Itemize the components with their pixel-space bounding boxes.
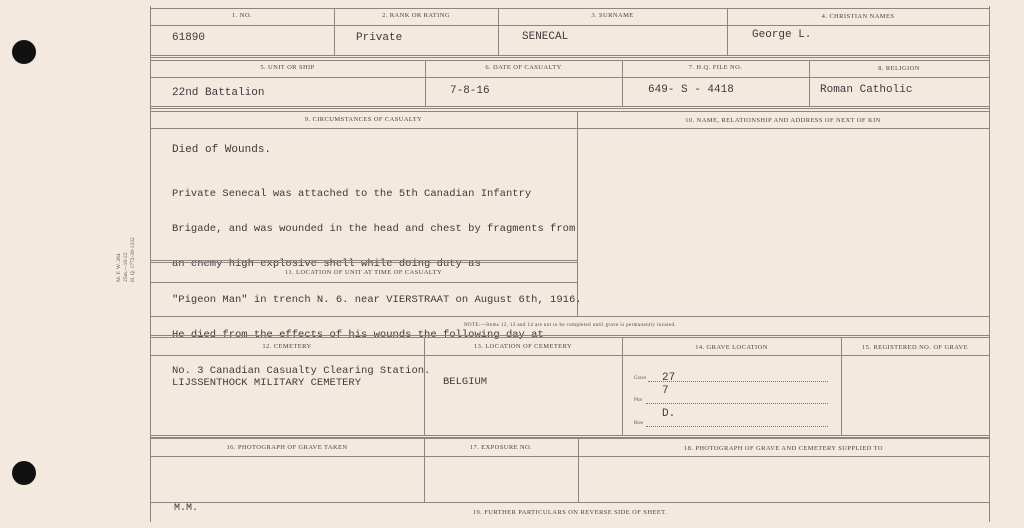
rule	[150, 106, 990, 109]
rule	[150, 282, 578, 283]
plot-label: Plot	[634, 398, 643, 403]
rule	[150, 111, 990, 112]
label-date: 6. DATE OF CASUALTY	[485, 64, 562, 71]
value-no: 61890	[172, 32, 206, 44]
value-row: 7	[662, 385, 669, 397]
label-surname: 3. SURNAME	[591, 12, 634, 19]
rule	[150, 502, 990, 503]
divider	[841, 338, 842, 435]
rule	[150, 128, 990, 129]
rule	[150, 355, 990, 356]
circumstances-title: Died of Wounds.	[172, 144, 272, 156]
value-rank: Private	[356, 32, 403, 44]
row-line	[646, 426, 828, 427]
label-no: 1. NO.	[232, 12, 252, 19]
value-location-cemetery: BELGIUM	[443, 376, 488, 388]
form-code-line: 25m.—10-22	[123, 252, 129, 282]
divider	[424, 338, 425, 435]
rule	[150, 316, 990, 317]
value-cemetery: LIJSSENTHOCK MILITARY CEMETERY	[172, 377, 362, 389]
punch-hole-bottom	[12, 461, 36, 485]
circumstances-line: He died from the effects of his wounds the following day at	[172, 329, 544, 342]
label-photo-taken: 16. PHOTOGRAPH OF GRAVE TAKEN	[226, 444, 348, 451]
label-religion: 8. RELIGION	[878, 65, 920, 72]
rule	[150, 60, 990, 61]
label-christian-names: 4. CHRISTIAN NAMES	[821, 13, 895, 20]
value-hq-file: 649- S - 4418	[648, 84, 734, 96]
value-plot: D.	[662, 408, 676, 420]
circumstances-line: No. 3 Canadian Casualty Clearing Station.	[172, 364, 431, 377]
divider	[622, 338, 623, 435]
frame-right	[989, 6, 990, 522]
label-exposure: 17. EXPOSURE NO.	[469, 444, 533, 451]
value-date: 7-8-16	[450, 85, 490, 97]
rule	[150, 25, 990, 26]
value-christian-names: George L.	[752, 29, 812, 41]
label-registered-no: 15. REGISTERED NO. OF GRAVE	[861, 344, 969, 351]
label-location-unit: 11. LOCATION OF UNIT AT TIME OF CASUALTY	[284, 269, 443, 276]
form-code-line: H. Q. 1772-39-1332	[130, 237, 136, 282]
form-code-line: M. F. W. 264	[116, 253, 122, 282]
label-unit: 5. UNIT OR SHIP	[260, 64, 315, 71]
label-rank: 2. RANK OR RATING	[382, 12, 450, 19]
circumstances-line: Private Senecal was attached to the 5th Canadian Infantry	[172, 187, 532, 200]
rule	[150, 456, 990, 457]
value-grave: 27	[662, 372, 676, 384]
circumstances-line: Brigade, and was wounded in the head and chest by fragments from	[172, 222, 576, 235]
rule	[150, 438, 990, 439]
row-label: Row	[634, 421, 644, 426]
note: NOTE:—Items 12, 13 and 14 are not to be completed until grave is permanently located.	[463, 323, 676, 328]
rule	[150, 260, 578, 263]
circumstances-line: "Pigeon Man" in trench N. 6. near VIERSTRAAT on August 6th, 1916.	[172, 293, 582, 306]
label-further: 19. FURTHER PARTICULARS ON REVERSE SIDE OF SHEET.	[472, 509, 668, 516]
label-hq-file: 7. H.Q. FILE NO.	[688, 64, 743, 71]
rule	[150, 77, 990, 78]
value-surname: SENECAL	[522, 31, 569, 43]
label-location-cemetery: 13. LOCATION OF CEMETERY	[473, 343, 573, 350]
rule	[150, 55, 990, 58]
label-next-of-kin: 10. NAME, RELATIONSHIP AND ADDRESS OF NEXT OF KIN	[685, 117, 881, 124]
rule	[150, 8, 990, 9]
label-circumstances: 9. CIRCUMSTANCES OF CASUALTY	[304, 116, 423, 123]
value-unit: 22nd Battalion	[172, 87, 265, 99]
initials: M.M.	[174, 503, 199, 514]
rule	[150, 335, 990, 338]
label-cemetery: 12. CEMETERY	[262, 343, 312, 350]
plot-line	[646, 403, 828, 404]
label-photo-supplied: 18. PHOTOGRAPH OF GRAVE AND CEMETERY SUPPLIED TO	[683, 445, 884, 452]
circumstances-line: an enemy high explosive shell while doing duty as	[172, 258, 481, 271]
grave-label: Grave	[634, 376, 647, 381]
form-code	[116, 222, 137, 282]
punch-hole-top	[12, 40, 36, 64]
label-grave-location: 14. GRAVE LOCATION	[695, 344, 768, 351]
value-religion: Roman Catholic	[820, 84, 913, 96]
